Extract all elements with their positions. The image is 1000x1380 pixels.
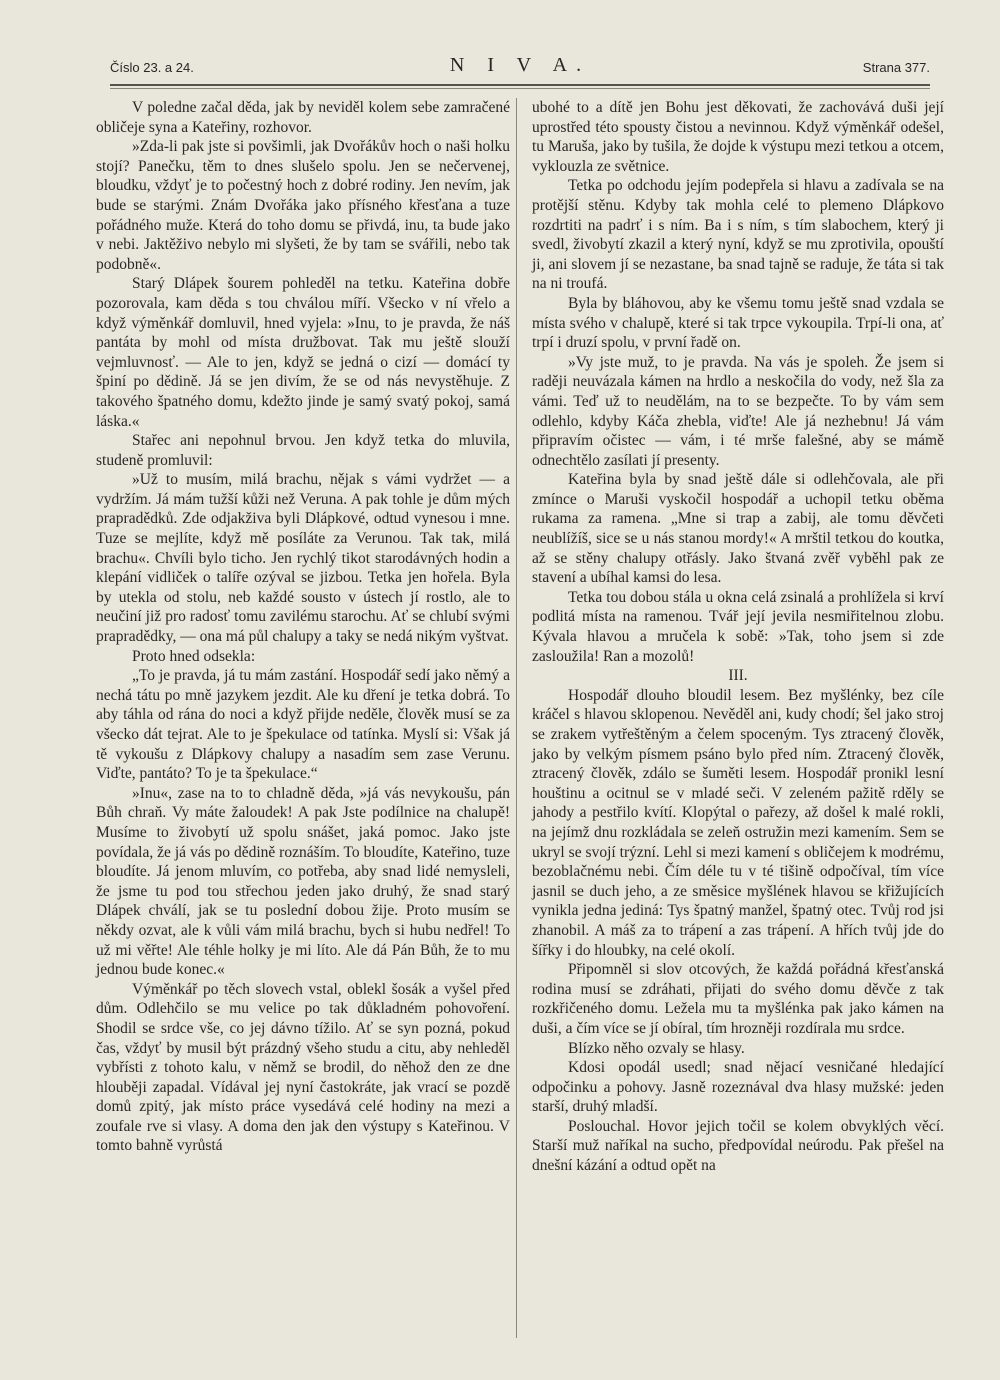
paragraph: »Inu«, zase na to to chladně děda, »já vás nevykoušu, pán Bůh chraň. Vy máte žaloudek! A pak Jste podílnice na chalupě! Musíme to živobytí už spolu snášet, jaká pomoc. Jako jste povídala, že já vás po dědině roznáším. To bloudíte, Kateřino, tuze bloudíte. Já jenom mluvím, co potřeba, aby snad lidé nemysleli, že jsme tu pod tou střechou jeden jako druhý, že snad starý Dlápek chválí, jak se tu poslední dobou žije. Proto musím se někdy ozvat, ale k vůli vám milá brachu, bych si hubu nedřel! To už mi věřte! Ale téhle holky je mi líto. Ale dá Pán Bůh, že to mu jednou bude konec.« [96,784,510,979]
publication-title: N I V A. [449,54,591,76]
paragraph: Hospodář dlouho bloudil lesem. Bez myšlénky, bez cíle kráčel s hlavou sklopenou. Nevěděl ani, kudy chodí; šel jako stroj se zrakem vytřeštěným a čelem spoceným. Tys ztracený člověk, jako by velkým písmem psáno bylo před ním. Ztracený člověk, ztracený člověk, zdálo se šuměti lesem. Hospodář pronikl lesní houštinu a ocitnul se v mladé seči. V zeleném pažitě rděly se jahody a pestřilo kvítí. Klopýtal o pařezy, až došel k malé rokli, na jejímž dnu rozkládala se zeleň ostružin mezi kamením. Sem se ukryl se svojí trýzní. Lehl si mezi kamení s obličejem k modrému, bezoblačnému nebi. Čím déle tu v té tišině odpočíval, tím více jasnil se duch jeho, a ze směsice myšlének hlavou se křižujících vynikla jedna jediná: Tys špatný manžel, špatný otec. Tvůj rod jsi zhanobil. A máš za to trápení a zas trápení. A hřích tvůj jde do šířky i do hloubky, na celé okolí. [532,686,944,959]
paragraph: »Už to musím, milá brachu, nějak s vámi vydržet — a vydržím. Já mám tužší kůži než Veruna. A pak tohle je dům mých prapradědků. Zde odjakživa byli Dlápkové, odtud vynesou i mne. Tuze se mejlíte, když mě posíláte za Verunou. Tak tak, milá brachu«. Chvíli bylo ticho. Jen rychlý tikot starodávných hodin a klepání vidliček o talíře ozýval se jizbou. Tetka jen hořela. Byla by utekla od stolu, neb každé sousto v ústech jí rostlo, ale to neučiní již pro radosť tomu zavilému starochu. Ať se chlubí svými prapradědky, — ona má půl chalupy a taky se nedá nikým vyštvat. [96,471,510,646]
paragraph: »Vy jste muž, to je pravda. Na vás je spoleh. Že jsem si raději neuvázala kámen na hrdlo a neskočila do vody, než šla za vámi. Teď už to neudělám, na to se bezpečte. To by vám sem odlehlo, kdyby Káča zhebla, viďte! Ale já nezhebnu! Já vám připravím očistec — vám, i té mrše falešné, aby se mámě odnechtělo zasílati jí presenty. [532,353,944,469]
paragraph: Blízko něho ozvaly se hlasy. [568,1039,745,1057]
paragraph: Kateřina byla by snad ještě dále si odlehčovala, ale při zmínce o Maruši vyskočil hospodář a uchopil tetku oběma rukama za ramena. „Mne si trap a zabij, ale tomu děvčeti neublížíš, sice se u nás stanou mordy!« A mrštil tetkou do koutka, až se stěny chalupy otřásly. Jako štvaná zvěř vyběhl pak ze stavení a ubíhal kamsi do lesa. [532,471,944,587]
paragraph: »Zda-li pak jste si povšimli, jak Dvořákův hoch o naši holku stojí? Panečku, těm to dnes slušelo spolu. Jen se nečervenej, bloudku, vždyť je to počestný hoch z dobré rodiny. Jen nevím, jak bude se starými. Znám Dvořáka jako přísného křesťana a tuze pořádného muže. Která do toho domu se přivdá, inu, ta bude jako v nebi. Jaktěživo nebylo mi slyšeti, že by tam se svářili, nebo tak podobně«. [96,138,510,273]
paragraph: Výměnkář po těch slovech vstal, oblekl šosák a vyšel před dům. Odlehčilo se mu velice po tak důkladném pohovoření. Shodil se srdce vše, co jej dávno tížilo. Ať se syn pozná, pokud čas, vždyť by musil být prázdný všeho studu a citu, aby nehleděl vybřísti z tohoto kalu, v němž se brodil, do něhož den ze dne hlouběji zapadal. Vídával jej nyní častokráte, jak vrací se pozdě domů zpitý, jak místo práce vysedává celé hodiny na mezi a zoufale rve si vlasy. A doma den jak den výstupy s Kateřinou. V tomto bahně vyrůstá [96,980,510,1155]
left-column [96,98,510,1156]
paragraph: Kdosi opodál usedl; snad nějací vesničané hledající odpočinku a pohovy. Jasně rozeznával dva hlasy mužské: jeden starší, druhý mladší. [532,1059,944,1116]
page-header [110,54,930,86]
paragraph: Poslouchal. Hovor jejich točil se kolem obvyklých věcí. Starší muž naříkal na sucho, předpovídal neúrodu. Pak přešel na dnešní kázání a odtud opět na [532,1117,944,1175]
paragraph: „To je pravda, já tu mám zastání. Hospodář sedí jako němý a nechá tátu po mně jazykem jezdit. Ale ku dření je tetka dobrá. To aby táhla od rána do noci a když přijde neděle, člověk musí se za všecko dát tejrat. Ale to je špekulace od tatínka. Myslí si: Však já tě vykoušu z Dlápkovy chalupy a nasadím sem zase Verunu. Viďte, pantáto? To je ta špekulace.“ [96,667,510,783]
paragraph: Starý Dlápek šourem pohleděl na tetku. Kateřina dobře pozorovala, kam děda s tou chválou míří. Všecko v ní vřelo a když výměnkář domluvil, hned vyjela: »Inu, to je pravda, že náš pantáta by mohl od místa družbovat. Tak mu ještě slouží vejmluvnosť. — Ale to jen, když se jedná o cizí — domácí ty špiní po dědině. Já se jen divím, že se od nás nevystěhuje. Z takového špatného domu, kdežto jinde je samý svatý pokoj, samá láska.« [96,275,510,430]
right-column [532,98,944,1176]
header-rule [110,84,930,89]
chapter-heading: III. [728,667,748,685]
paragraph: Připomněl si slov otcových, že každá pořádná křesťanská rodina musí se zdráhati, přijati do svého domu děvče z tak rozkřičeného domu. Ležela mu ta myšlénka pak jako kámen na duši, a čím více se jí obíral, tím hrozněji rozdírala mu srdce. [532,961,944,1037]
paragraph: Tetka po odchodu jejím podepřela si hlavu a zadívala se na protější stěnu. Kdyby tak mohla celé to plemeno Dlápkovo rozdrtiti na padrť i s ním. Ba i s ním, s tím slabochem, který ji svedl, živobytí zkazil a který nyní, když se mu zprotivila, opouští ji, ani slovem jí se nezastane, ba snad tajně se raduje, že táta si tak na ni troufá. [532,177,944,293]
paragraph: Byla by bláhovou, aby ke všemu tomu ještě snad vzdala se místa svého v chalupě, které si tak trpce vykoupila. Trpí-li ona, ať trpí i druzí spolu, v první řadě on. [532,294,944,352]
column-divider [516,98,517,1338]
paragraph: Proto hned odsekla: [132,647,256,665]
issue-number: Číslo 23. a 24. [110,60,194,75]
paragraph: V poledne začal děda, jak by neviděl kolem sebe zamračené obličeje syna a Kateřiny, rozhovor. [96,99,510,136]
paragraph: Tetka tou dobou stála u okna celá zsinalá a prohlížela si krví podlitá místa na ramenou. Tvář její jevila nesmiřitelnou zlobu. Kývala hlavou a mručela k sobě: »Tak, toho jsem si zde zasloužila! Ran a mozolů! [532,588,944,665]
page-number: Strana 377. [862,60,930,75]
paragraph: Stařec ani nepohnul brvou. Jen když tetka do mluvila, studeně promluvil: [96,432,510,469]
paragraph: ubohé to a dítě jen Bohu jest děkovati, že zachovává duši její uprostřed této spousty čistou a nevinnou. Když výměnkář odešel, tu Maruša, jako by tušila, že dojde k výstupu mezi tetkou a otcem, vyklouzla ze světnice. [532,99,944,175]
